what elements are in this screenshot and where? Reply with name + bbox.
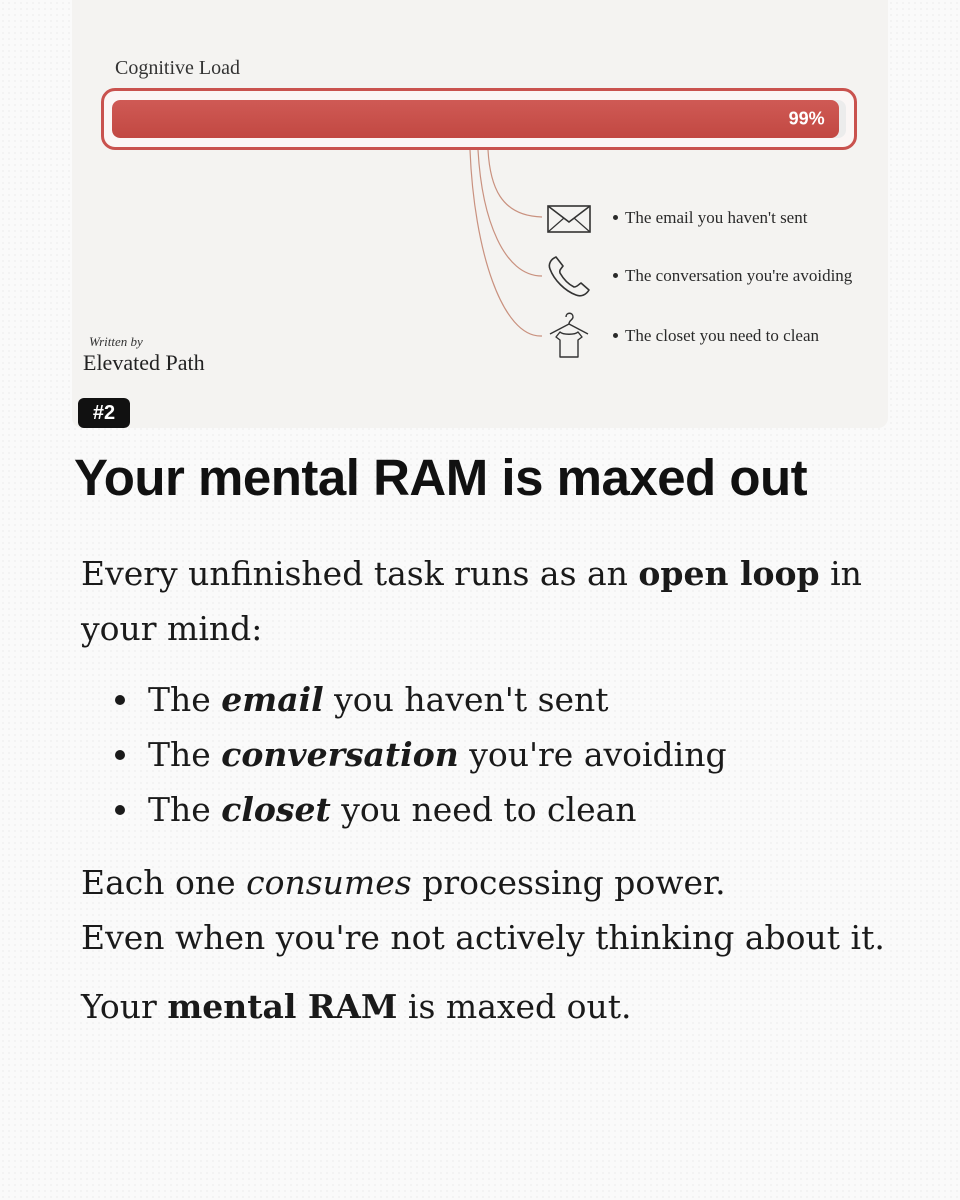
- cognitive-load-value: 99%: [788, 108, 825, 129]
- open-loop-emphasis: open loop: [638, 554, 820, 593]
- shirt-hanger-icon: [544, 310, 594, 362]
- page-title: Your mental RAM is maxed out: [74, 449, 808, 506]
- list-item-emphasis: email: [221, 680, 324, 719]
- slide-number-badge: #2: [78, 398, 130, 428]
- load-item: [613, 266, 852, 286]
- intro-paragraph: Every unfinished task runs as an open loop in your mind:: [81, 554, 862, 648]
- body-copy: [81, 546, 911, 1034]
- closing-paragraph: Your mental RAM is maxed out.: [81, 987, 632, 1026]
- list-item-emphasis: closet: [221, 790, 331, 829]
- consumes-emphasis: consumes: [246, 863, 412, 902]
- written-by-label: Written by: [89, 334, 143, 349]
- list-item-emphasis: conversation: [221, 735, 459, 774]
- load-item-label: The closet you need to clean: [625, 326, 820, 345]
- load-item-label: The email you haven't sent: [625, 208, 808, 227]
- consumes-line: Each one consumes processing power.: [81, 863, 726, 902]
- load-item-label: The conversation you're avoiding: [625, 266, 853, 285]
- open-loop-list: [81, 672, 911, 837]
- bullet-dot: [613, 215, 618, 220]
- mental-ram-emphasis: mental RAM: [167, 987, 398, 1026]
- even-when-line: Even when you're not actively thinking about it.: [81, 918, 885, 957]
- cognitive-load-illustration: [72, 0, 888, 428]
- phone-icon: [546, 254, 592, 298]
- list-item: The closet you need to clean: [81, 782, 911, 837]
- list-item: The email you haven't sent: [81, 672, 911, 727]
- bullet-dot: [613, 333, 618, 338]
- cognitive-load-label: Cognitive Load: [115, 57, 240, 79]
- list-item: The conversation you're avoiding: [81, 727, 911, 782]
- load-item: [613, 208, 807, 228]
- envelope-icon: [546, 203, 592, 235]
- load-item: [613, 326, 819, 346]
- author-name: Elevated Path: [83, 350, 205, 375]
- bullet-dot: [613, 273, 618, 278]
